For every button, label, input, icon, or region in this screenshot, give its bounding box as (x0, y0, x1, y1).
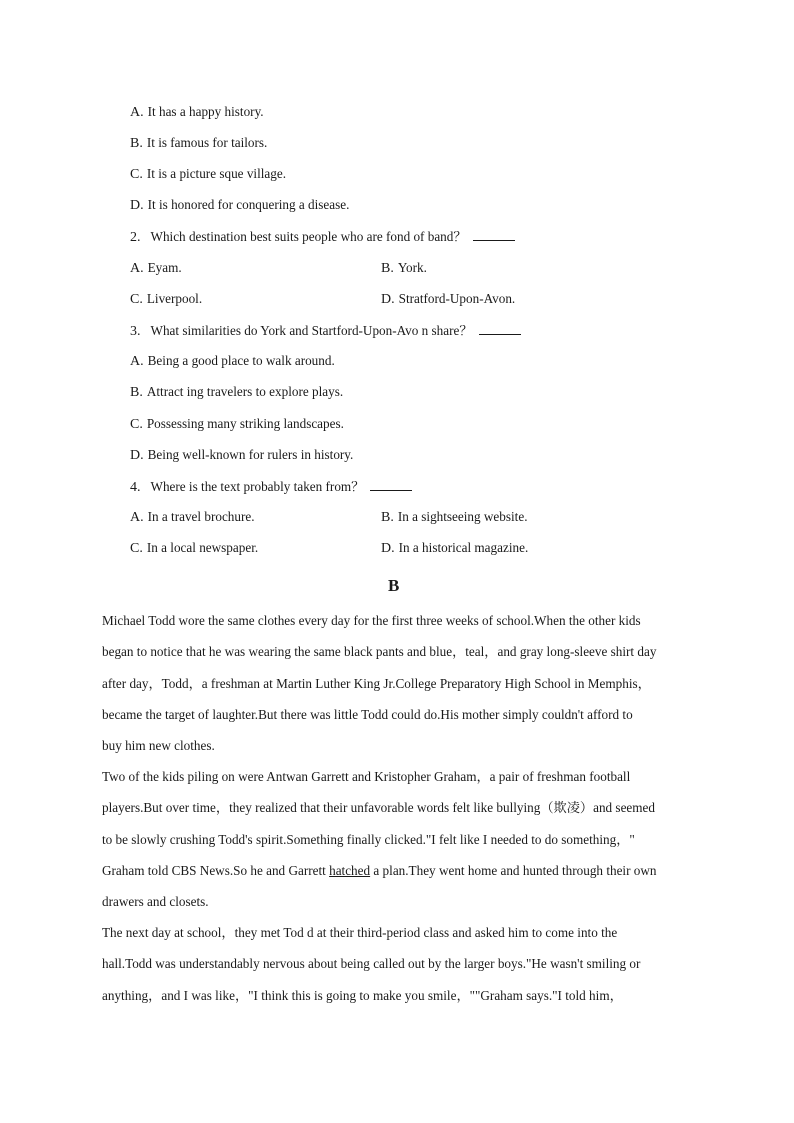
q3-stem (130, 322, 521, 340)
q1-option-b (130, 135, 267, 152)
option-text: In a sightseeing website. (397, 509, 528, 524)
option-text: Possessing many striking landscapes. (146, 416, 344, 431)
passage-line: Michael Todd wore the same clothes every day for the first three weeks of school.When the other kids (102, 613, 641, 628)
q3-option-d (130, 447, 353, 464)
option-letter: B. (381, 261, 394, 276)
passage-line: buy him new clothes. (102, 738, 215, 753)
option-text: Being a good place to walk around. (147, 353, 335, 368)
q4-option-c (130, 540, 258, 557)
option-text: Attract ing travelers to explore plays. (146, 384, 344, 399)
passage-line: players.But over time，they realized that their unfavorable words felt like bullying（欺凌）and seemed (102, 800, 655, 815)
option-text: It has a happy history. (147, 104, 264, 119)
q4-option-a (130, 509, 255, 526)
q3-option-a (130, 353, 335, 370)
q3-option-b (130, 384, 343, 401)
q2-option-c (130, 291, 202, 308)
passage-line: hall.Todd was understandably nervous about being called out by the larger boys."He wasn't smiling or (102, 956, 641, 971)
passage-line: to be slowly crushing Todd's spirit.Something finally clicked."I felt like I needed to do something，" (102, 832, 635, 847)
q2-option-b (381, 260, 427, 277)
passage-line (102, 863, 657, 879)
option-text: York. (397, 260, 427, 275)
option-text: Stratford-Upon-Avon. (398, 291, 516, 306)
option-letter: A. (130, 105, 144, 120)
passage-line: became the target of laughter.But there was little Todd could do.His mother simply couldn't afford to (102, 707, 633, 722)
question-number: 2. (130, 230, 141, 245)
option-text: In a travel brochure. (147, 509, 255, 524)
question-number: 3. (130, 324, 141, 339)
q2-option-a (130, 260, 182, 277)
option-text: It is a picture sque village. (146, 166, 287, 181)
option-letter: D. (130, 198, 144, 213)
option-text: It is honored for conquering a disease. (147, 197, 350, 212)
question-number: 4. (130, 480, 141, 495)
option-letter: C. (130, 541, 143, 556)
option-letter: D. (381, 541, 395, 556)
q4-option-b (381, 509, 528, 526)
q4-stem (130, 478, 412, 496)
option-letter: B. (130, 136, 143, 151)
question-text: What similarities do York and Startford-Upon-Avo n share？ (150, 323, 473, 338)
answer-blank (473, 228, 515, 241)
q2-option-d (381, 291, 515, 308)
option-text: Eyam. (147, 260, 182, 275)
passage-line: The next day at school，they met Tod d at their third-period class and asked him to come into the (102, 925, 618, 940)
option-text: Being well-known for rulers in history. (147, 447, 354, 462)
option-letter: A. (130, 510, 144, 525)
q1-option-d (130, 197, 349, 214)
q2-stem (130, 228, 515, 246)
underlined-word: hatched (329, 863, 371, 878)
option-letter: A. (130, 261, 144, 276)
option-letter: C. (130, 292, 143, 307)
option-letter: C. (130, 417, 143, 432)
option-letter: B. (381, 510, 394, 525)
passage-line: anything，and I was like，"I think this is going to make you smile，""Graham says."I told him， (102, 988, 623, 1003)
passage-line: Two of the kids piling on were Antwan Garrett and Kristopher Graham，a pair of freshman football (102, 769, 631, 784)
passage-line: after day，Todd，a freshman at Martin Luther King Jr.College Preparatory High School in Memphis， (102, 676, 651, 691)
passage-line: began to notice that he was wearing the same black pants and blue，teal，and gray long-sleeve shirt day (102, 644, 657, 659)
section-b-heading: B (388, 576, 400, 595)
question-text: Where is the text probably taken from？ (150, 479, 365, 494)
q1-option-c (130, 166, 286, 183)
q3-option-c (130, 416, 344, 433)
answer-blank (370, 478, 412, 491)
q1-option-a (130, 104, 264, 121)
answer-blank (479, 322, 521, 335)
question-text: Which destination best suits people who are fond of band？ (150, 229, 467, 244)
option-letter: D. (381, 292, 395, 307)
option-text: It is famous for tailors. (146, 135, 268, 150)
option-text: In a local newspaper. (146, 540, 259, 555)
passage-text: Graham told CBS News.So he and Garrett (102, 863, 330, 878)
option-letter: A. (130, 354, 144, 369)
option-text: In a historical magazine. (398, 540, 529, 555)
passage-text: a plan.They went home and hunted through their own (370, 863, 657, 878)
passage-line: drawers and closets. (102, 894, 209, 909)
q4-option-d (381, 540, 528, 557)
option-text: Liverpool. (146, 291, 203, 306)
option-letter: D. (130, 448, 144, 463)
option-letter: B. (130, 385, 143, 400)
option-letter: C. (130, 167, 143, 182)
